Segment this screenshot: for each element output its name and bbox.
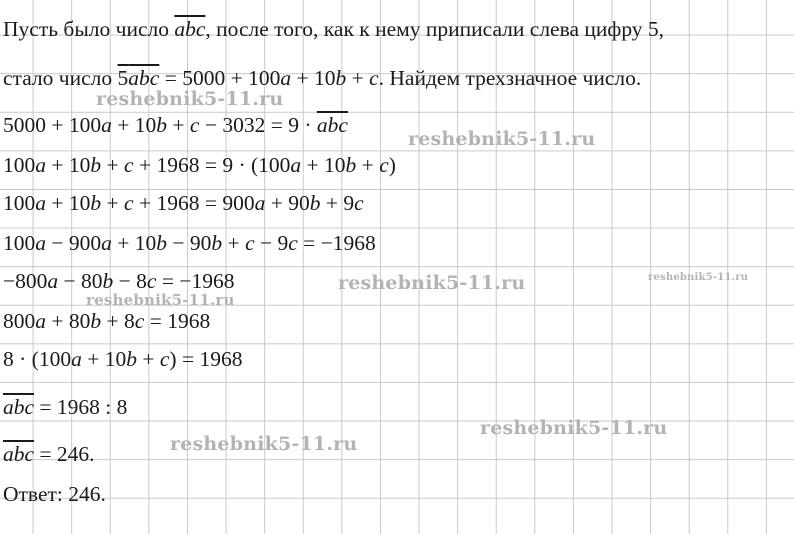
watermark: reshebnik5-11.ru (170, 433, 358, 455)
watermark: reshebnik5-11.ru (648, 272, 749, 283)
watermark: reshebnik5-11.ru (86, 291, 235, 309)
equation-line-4: 100a + 10b + c + 1968 = 9 · (100a + 10b + c) (3, 153, 396, 177)
text-line-2: стало число 5abc = 5000 + 100a + 10b + c. Найдем трехзначное число. (3, 66, 642, 90)
watermark: reshebnik5-11.ru (96, 88, 284, 110)
watermark: reshebnik5-11.ru (338, 272, 526, 294)
equation-line-11: $\overline{abc} = 246$. (3, 442, 95, 466)
equation-line-7: −800a − 80b − 8c = −1968 (3, 269, 235, 293)
equation-line-5: 100a + 10b + c + 1968 = 900a + 90b + 9c (3, 191, 364, 215)
equation-line-8: 800a + 80b + 8c = 1968 (3, 309, 211, 333)
equation-line-10: $\overline{abc} = 1968$ : 8 (3, 395, 128, 419)
equation-line-3: $5000 + 100a + 10b + c - 3032 = 9 \cdot \overline{abc}$ (3, 113, 348, 137)
text-line-1: Пусть было число $\overline{abc}$, после того, как к нему приписали слева цифру 5, (3, 17, 665, 41)
watermark: reshebnik5-11.ru (480, 417, 668, 439)
answer-line: Ответ: 246. (3, 482, 106, 506)
equation-line-6: 100a − 900a + 10b − 90b + c − 9c = −1968 (3, 231, 376, 255)
equation-line-9: 8 · (100a + 10b + c) = 1968 (3, 347, 243, 371)
watermark: reshebnik5-11.ru (408, 128, 596, 150)
